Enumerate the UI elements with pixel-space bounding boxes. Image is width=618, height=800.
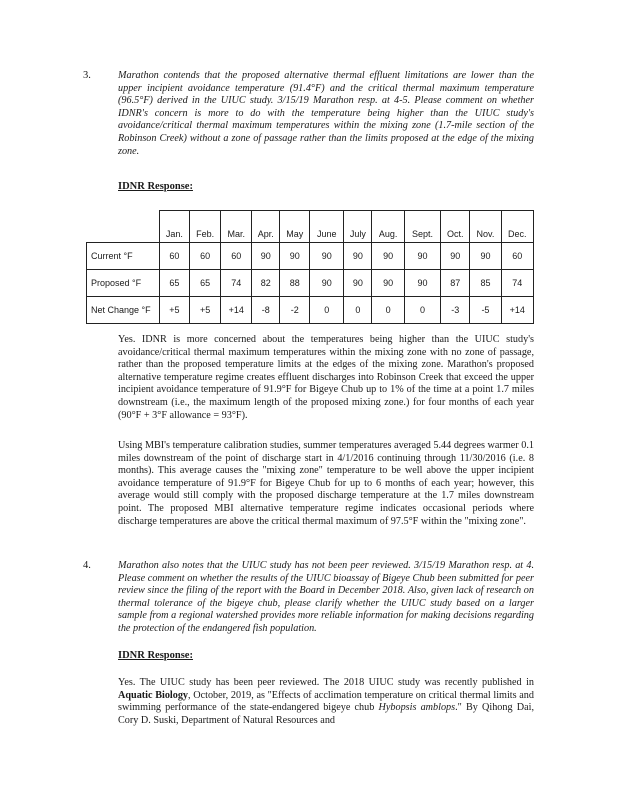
item-3-question: Marathon contends that the proposed alternative thermal effluent limitations are lower than the upper incipient avoidance temperature (91.4°F) and the critical thermal maximum temperature (96.5°F) derived in the UIUC study. 3/15/19 Marathon resp. at 4-5. Please comment on whether IDNR's concern is more to do with the temperature being higher than the UIUC study's avoidance/critical thermal maximum temperatures within the mixing zone (1.7-mile section of the Robinson Creek) without a zone of passage rather than the limits proposed at the edge of the mixing zone.	[118, 70, 534, 157]
table-cell: 90	[372, 243, 404, 270]
table-cell: 60	[189, 243, 221, 270]
item-4-answer-intro: Yes. The UIUC study has been peer reviewed. The 2018 UIUC study was recently published in	[118, 677, 534, 688]
table-cell: 90	[404, 243, 441, 270]
table-cell: 65	[189, 270, 221, 297]
item-4-question: Marathon also notes that the UIUC study has not been peer reviewed. 3/15/19 Marathon resp. at 4. Please comment on whether the results of the UIUC bioassay of Bigeye Chub been submitted for peer review since the filing of the report with the Board in December 2018. Also, given lack of research on thermal tolerance of the bigeye chub, please clarify whether the UIUC study based on a larger sample from a regional watershed provides more reliable information for making decisions regarding the protection of the endangered fish population.	[118, 560, 534, 634]
table-cell: 60	[160, 243, 190, 270]
table-cell: +14	[501, 297, 533, 324]
item-4-number: 4.	[83, 560, 91, 571]
table-cell: 90	[252, 243, 280, 270]
table-cell: 0	[310, 297, 344, 324]
table-cell: 90	[470, 243, 501, 270]
month-header: Feb.	[189, 211, 221, 243]
table-header-row	[87, 211, 534, 243]
table-cell: 0	[404, 297, 441, 324]
table-cell: 90	[372, 270, 404, 297]
table-cell: 87	[441, 270, 470, 297]
table-cell: 90	[344, 270, 372, 297]
month-header: Jan.	[160, 211, 190, 243]
table-cell: 88	[280, 270, 310, 297]
item-3-answer-paragraph-1: Yes. IDNR is more concerned about the temperatures being higher than the UIUC study's avoidance/critical thermal maximum temperatures within the mixing zone with no zone of passage, rather than the proposed temperature limits at the edges of the mixing zone. Marathon's proposed alternative temperature regime creates effluent discharges into Robinson Creek that exceed the upper incipient avoidance temperature of 91.9°F for Bigeye Chub up to 1% of the time at a point 1.7 miles downstream (i.e., the maximum length of the proposed mixing zone.) for four months of each year (90°F + 3°F allowance = 93°F).	[118, 334, 534, 421]
row-label: Current °F	[87, 243, 160, 270]
item-3-answer-paragraph-2: Using MBI's temperature calibration studies, summer temperatures averaged 5.44 degrees warmer 0.1 miles downstream of the point of discharge start in 4/1/2016 continuing through 11/30/2016 (i.e. 8 months). This average causes the "mixing zone" temperature to be well above the upper incipient avoidance temperature of 91.9°F for Bigeye Chub for up to 6 months of each year; however, this average would still comply with the proposed discharge temperature at the 1.7 miles downstream point. The proposed MBI alternative temperature regime indicates occasional periods where discharge temperatures are above the critical thermal maximum of 97.5°F within the "mixing zone".	[118, 440, 534, 527]
table-cell: 90	[404, 270, 441, 297]
journal-name: Aquatic Biology	[118, 689, 189, 701]
item-4-answer	[118, 677, 534, 727]
table-cell: +5	[160, 297, 190, 324]
month-header: Dec.	[501, 211, 533, 243]
table-cell: 85	[470, 270, 501, 297]
table-cell: 0	[344, 297, 372, 324]
table-cell: 90	[441, 243, 470, 270]
row-label: Proposed °F	[87, 270, 160, 297]
table-cell: 74	[221, 270, 252, 297]
table-cell: 82	[252, 270, 280, 297]
month-header: Apr.	[252, 211, 280, 243]
table-cell: 90	[344, 243, 372, 270]
table-corner-cell	[87, 211, 160, 243]
month-header: July	[344, 211, 372, 243]
table-cell: +5	[189, 297, 221, 324]
table-cell: 90	[280, 243, 310, 270]
month-header: June	[310, 211, 344, 243]
month-header: Nov.	[470, 211, 501, 243]
month-header: Sept.	[404, 211, 441, 243]
item-4-response-heading: IDNR Response:	[118, 650, 193, 661]
item-3-number: 3.	[83, 70, 91, 81]
month-header: Oct.	[441, 211, 470, 243]
row-label: Net Change °F	[87, 297, 160, 324]
table-cell: 90	[310, 243, 344, 270]
species-name: Hybopsis amblops	[378, 702, 456, 714]
table-cell: 65	[160, 270, 190, 297]
table-row	[87, 243, 534, 270]
month-header: Aug.	[372, 211, 404, 243]
table-cell: 60	[221, 243, 252, 270]
temperature-table	[86, 210, 534, 324]
month-header: Mar.	[221, 211, 252, 243]
month-header: May	[280, 211, 310, 243]
table-cell: 0	[372, 297, 404, 324]
table-cell: 90	[310, 270, 344, 297]
table-cell: 74	[501, 270, 533, 297]
item-3-response-heading: IDNR Response:	[118, 181, 193, 192]
table-row	[87, 270, 534, 297]
table-cell: -3	[441, 297, 470, 324]
table-cell: +14	[221, 297, 252, 324]
table-row	[87, 297, 534, 324]
item-4-answer-end: ." By Qihong Dai, Cory D. Suski, Department of Natural Resources and	[118, 702, 534, 726]
table-cell: -2	[280, 297, 310, 324]
table-cell: -5	[470, 297, 501, 324]
table-cell: -8	[252, 297, 280, 324]
table-cell: 60	[501, 243, 533, 270]
item-4-answer-mid: , October, 2019, as "Effects of acclimation temperature on critical thermal limits and swimming performance of the state-endangered bigeye chub	[118, 689, 534, 714]
